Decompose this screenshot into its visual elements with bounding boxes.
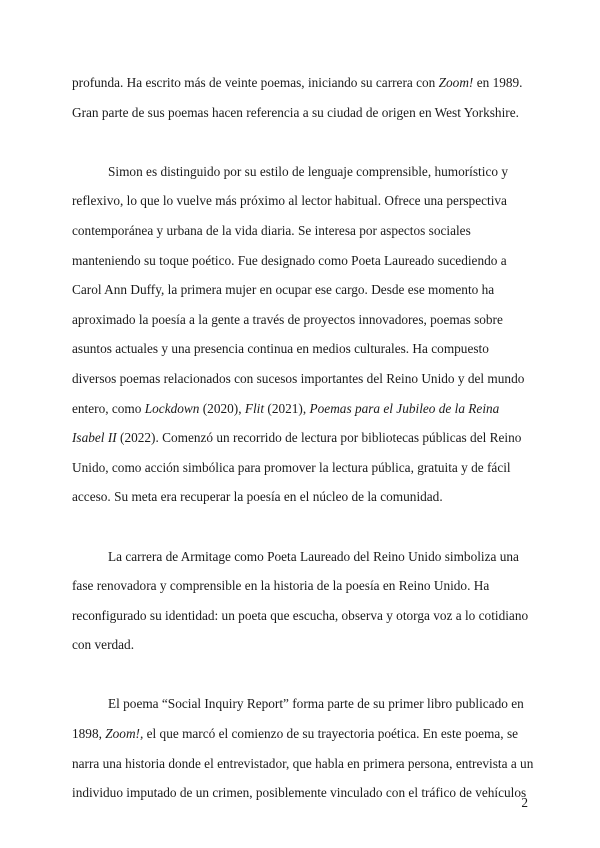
text-line: narra una historia donde el entrevistador, que habla en primera persona, entrevista a un	[72, 755, 534, 771]
text-line: entero, como Lockdown (2020), Flit (2021), Poemas para el Jubileo de la Reina	[72, 400, 500, 416]
paragraph-2	[72, 157, 530, 512]
text-line: profunda. Ha escrito más de veinte poemas, iniciando su carrera con Zoom! en 1989.	[72, 75, 523, 90]
text-line: acceso. Su meta era recuperar la poesía en el núcleo de la comunidad.	[72, 489, 443, 505]
text-line: contemporánea y urbana de la vida diaria. Se interesa por aspectos sociales	[72, 222, 471, 238]
text-line: Carol Ann Duffy, la primera mujer en ocupar ese cargo. Desde ese momento ha	[72, 282, 495, 298]
text-line: con verdad.	[72, 637, 135, 653]
text-line: Simon es distinguido por su estilo de lenguaje comprensible, humorístico y	[108, 163, 508, 179]
text-line: La carrera de Armitage como Poeta Laureado del Reino Unido simboliza una	[108, 548, 519, 564]
paragraph-1	[72, 68, 530, 127]
text-line: fase renovadora y comprensible en la historia de la poesía en Reino Unido. Ha	[72, 578, 490, 594]
text-line: Unido, como acción simbólica para promover la lectura pública, gratuita y de fácil	[72, 459, 511, 475]
text-line: diversos poemas relacionados con sucesos importantes del Reino Unido y del mundo	[72, 370, 525, 386]
text-line: manteniendo su toque poético. Fue designado como Poeta Laureado sucediendo a	[72, 252, 507, 268]
text-line: Gran parte de sus poemas hacen referencia a su ciudad de origen en West Yorkshire.	[72, 104, 519, 120]
text-line: individuo imputado de un crimen, posiblemente vinculado con el tráfico de vehículos	[72, 785, 527, 801]
text-line: Isabel II (2022). Comenzó un recorrido de lectura por bibliotecas públicas del Reino	[72, 430, 522, 446]
text-line: aproximado la poesía a la gente a través de proyectos innovadores, poemas sobre	[72, 311, 503, 327]
text-line: El poema “Social Inquiry Report” forma parte de su primer libro publicado en	[108, 696, 524, 712]
page-number: 2	[521, 795, 528, 810]
paragraph-4	[72, 689, 534, 807]
text-line: asuntos actuales y una presencia continua en medios culturales. Ha compuesto	[72, 341, 489, 357]
paragraph-3	[72, 542, 530, 660]
text-line: reflexivo, lo que lo vuelve más próximo al lector habitual. Ofrece una perspectiva	[72, 193, 507, 209]
text-line: 1898, Zoom!, el que marcó el comienzo de su trayectoria poética. En este poema, se	[72, 726, 519, 742]
text-line: reconfigurado su identidad: un poeta que escucha, observa y otorga voz a lo cotidiano	[72, 607, 529, 623]
page-body	[72, 68, 534, 808]
